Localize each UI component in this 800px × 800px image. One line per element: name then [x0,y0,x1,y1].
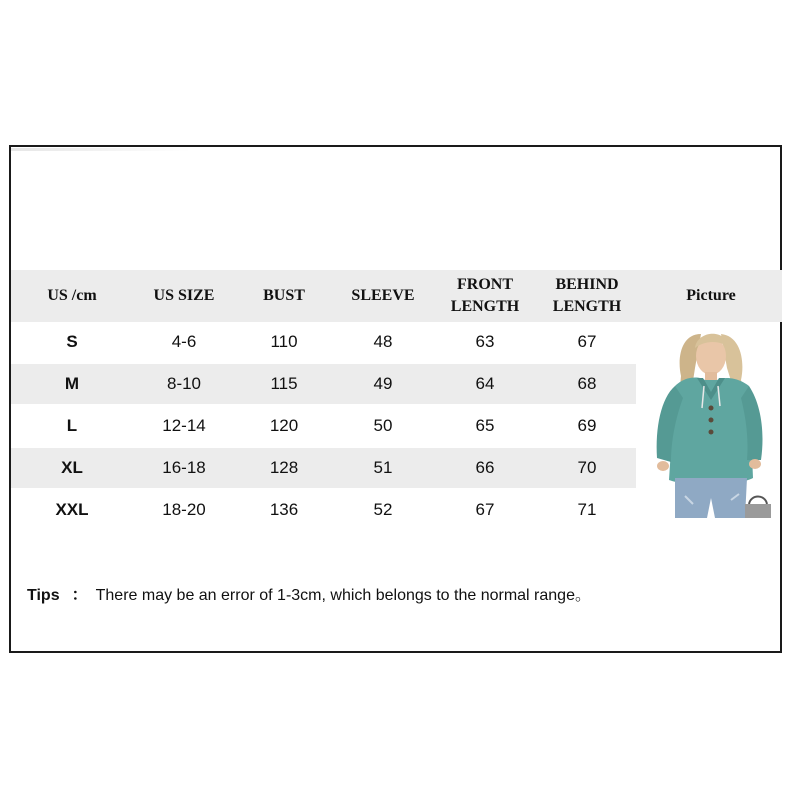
cell-us-size: 4-6 [171,332,197,351]
cell-behind-length: 69 [577,416,597,435]
cell-size: XL [61,458,83,477]
cell-us-size: 18-20 [162,500,206,519]
header-front-length: FRONT LENGTH [450,276,520,315]
cell-size: XXL [55,500,89,519]
decorative-streak [11,148,191,151]
cell-size: S [66,332,78,351]
cell-size: M [64,374,80,393]
cell-bust: 120 [269,416,299,435]
cell-us-size: 16-18 [162,458,206,477]
model-photo-icon [641,328,771,518]
header-bust: BUST [263,287,305,304]
cell-bust: 115 [270,374,298,393]
header-us-size: US SIZE [153,287,215,304]
header-behind-length: BEHIND LENGTH [552,276,622,315]
header-sleeve: SLEEVE [351,287,415,304]
cell-bust: 136 [269,500,299,519]
cell-front-length: 66 [475,458,495,477]
cell-sleeve: 48 [373,332,393,351]
header-picture: Picture [686,287,736,304]
cell-front-length: 63 [475,332,495,351]
cell-sleeve: 52 [373,500,393,519]
cell-behind-length: 70 [577,458,597,477]
cell-front-length: 65 [475,416,495,435]
tips-text: There may be an error of 1-3cm, which belongs to the normal range。 [95,587,591,604]
cell-behind-length: 71 [577,500,597,519]
cell-sleeve: 51 [373,458,393,477]
header-us-cm: US /cm [47,287,97,304]
cell-us-size: 12-14 [162,416,206,435]
tips-label: Tips [27,587,60,604]
cell-front-length: 67 [475,500,495,519]
cell-sleeve: 49 [373,374,393,393]
cell-bust: 110 [270,332,298,351]
cell-bust: 128 [269,458,299,477]
cell-behind-length: 68 [577,374,597,393]
cell-behind-length: 67 [577,332,597,351]
cell-sleeve: 50 [373,416,393,435]
cell-size: L [66,416,78,435]
model-photo [641,328,771,518]
tips-note [27,582,591,605]
cell-front-length: 64 [475,374,495,393]
tips-colon: ： [71,587,88,604]
cell-us-size: 8-10 [166,374,202,393]
